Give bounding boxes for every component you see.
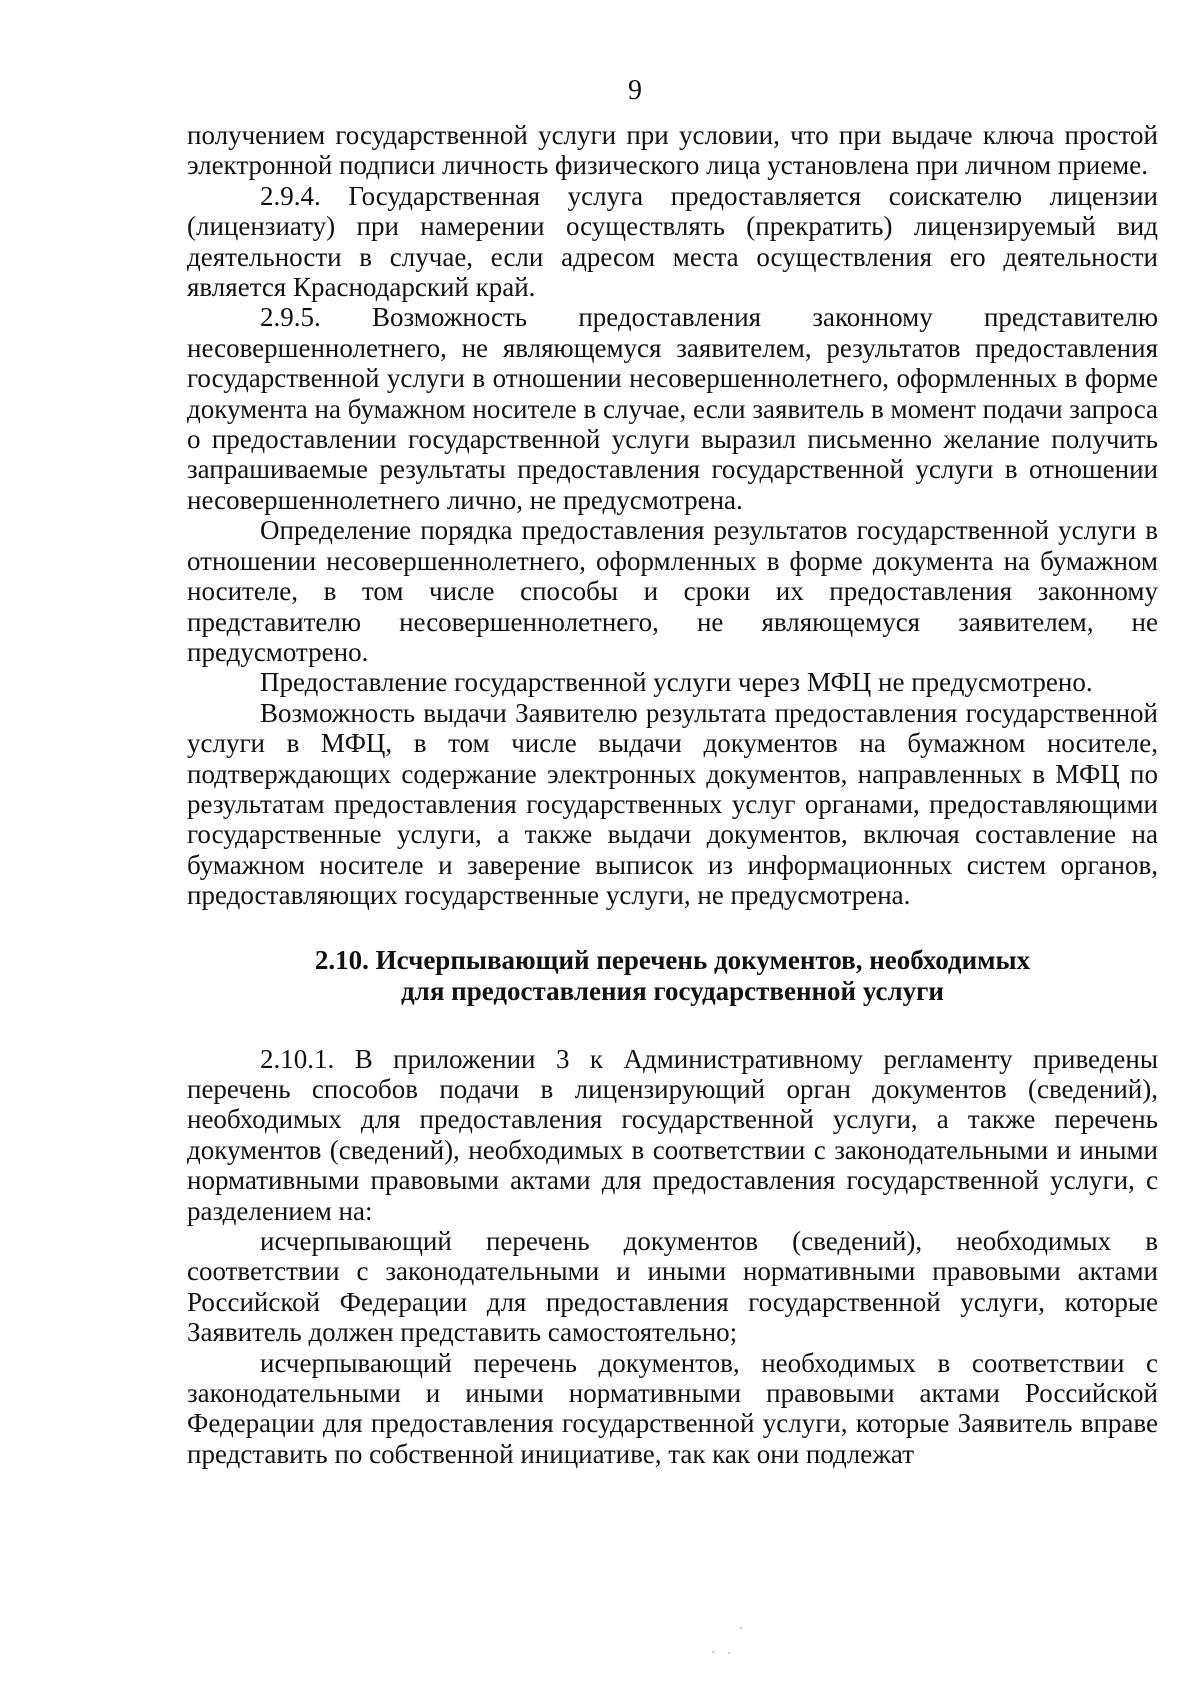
paragraph-continuation: получением государственной услуги при условии, что при выдаче ключа простой электронной подписи личность физического лица установлена при личном приеме.: [187, 120, 1158, 181]
document-body: [187, 120, 1158, 1469]
scan-speck: [728, 1652, 730, 1654]
paragraph-2-10-1: 2.10.1. В приложении 3 к Административному регламенту приведены перечень способов подачи в лицензирующий орган документов (сведений), необходимых для предоставления государственной услуги, а также перечень документов (сведений), необходимых в соответствии с законодательными и иными нормативными правовыми актами для предоставления государственной услуги, с разделением на:: [187, 1043, 1158, 1226]
paragraph-list-optional-docs: исчерпывающий перечень документов, необходимых в соответствии с законодательными и иными нормативными правовыми актами Российской Федерации для предоставления государственной услуги, которые Заявитель вправе представить по собственной инициативе, так как они подлежат: [187, 1347, 1158, 1469]
section-heading-line-2: для предоставления государственной услуги: [401, 975, 944, 1006]
paragraph-2-9-5: 2.9.5. Возможность предоставления законному представителю несовершеннолетнего, не являющемуся заявителем, результатов предоставления государственной услуги в отношении несовершеннолетнего, оформленных в форме документа на бумажном носителе в случае, если заявитель в момент подачи запроса о предоставлении государственной услуги выразил письменно желание получить запрашиваемые результаты предоставления государственной услуги в отношении несовершеннолетнего лично, не предусмотрена.: [187, 302, 1158, 515]
paragraph-list-mandatory-docs: исчерпывающий перечень документов (сведений), необходимых в соответствии с законодательными и иными нормативными правовыми актами Российской Федерации для предоставления государственной услуги, которые Заявитель должен представить самостоятельно;: [187, 1226, 1158, 1348]
section-heading-line-1: 2.10. Исчерпывающий перечень документов, необходимых: [314, 944, 1031, 975]
paragraph-2-9-4: 2.9.4. Государственная услуга предоставляется соискателю лицензии (лицензиату) при намерении осуществлять (прекратить) лицензируемый вид деятельности в случае, если адресом места осуществления его деятельности является Краснодарский край.: [187, 180, 1158, 303]
paragraph-result-order: Определение порядка предоставления результатов государственной услуги в отношении несовершеннолетнего, оформленных в форме документа на бумажном носителе, в том числе способы и сроки их предоставления законному представителю несовершеннолетнего, не являющемуся заявителем, не предусмотрено.: [187, 515, 1158, 667]
scan-speck: [740, 1627, 742, 1629]
paragraph-mfc-not-provided: Предоставление государственной услуги через МФЦ не предусмотрено.: [260, 667, 1093, 698]
section-heading-2-10: [187, 945, 1158, 1007]
page-number: 9: [628, 75, 642, 106]
paragraph-mfc-issuance: Возможность выдачи Заявителю результата предоставления государственной услуги в МФЦ, в том числе выдачи документов на бумажном носителе, подтверждающих содержание электронных документов, направленных в МФЦ по результатам предоставления государственных услуг органами, предоставляющими государственные услуги, а также выдачи документов, включая составление на бумажном носителе и заверение выписок из информационных систем органов, предоставляющих государственные услуги, не предусмотрена.: [187, 697, 1158, 911]
scan-speck: [712, 1651, 714, 1653]
